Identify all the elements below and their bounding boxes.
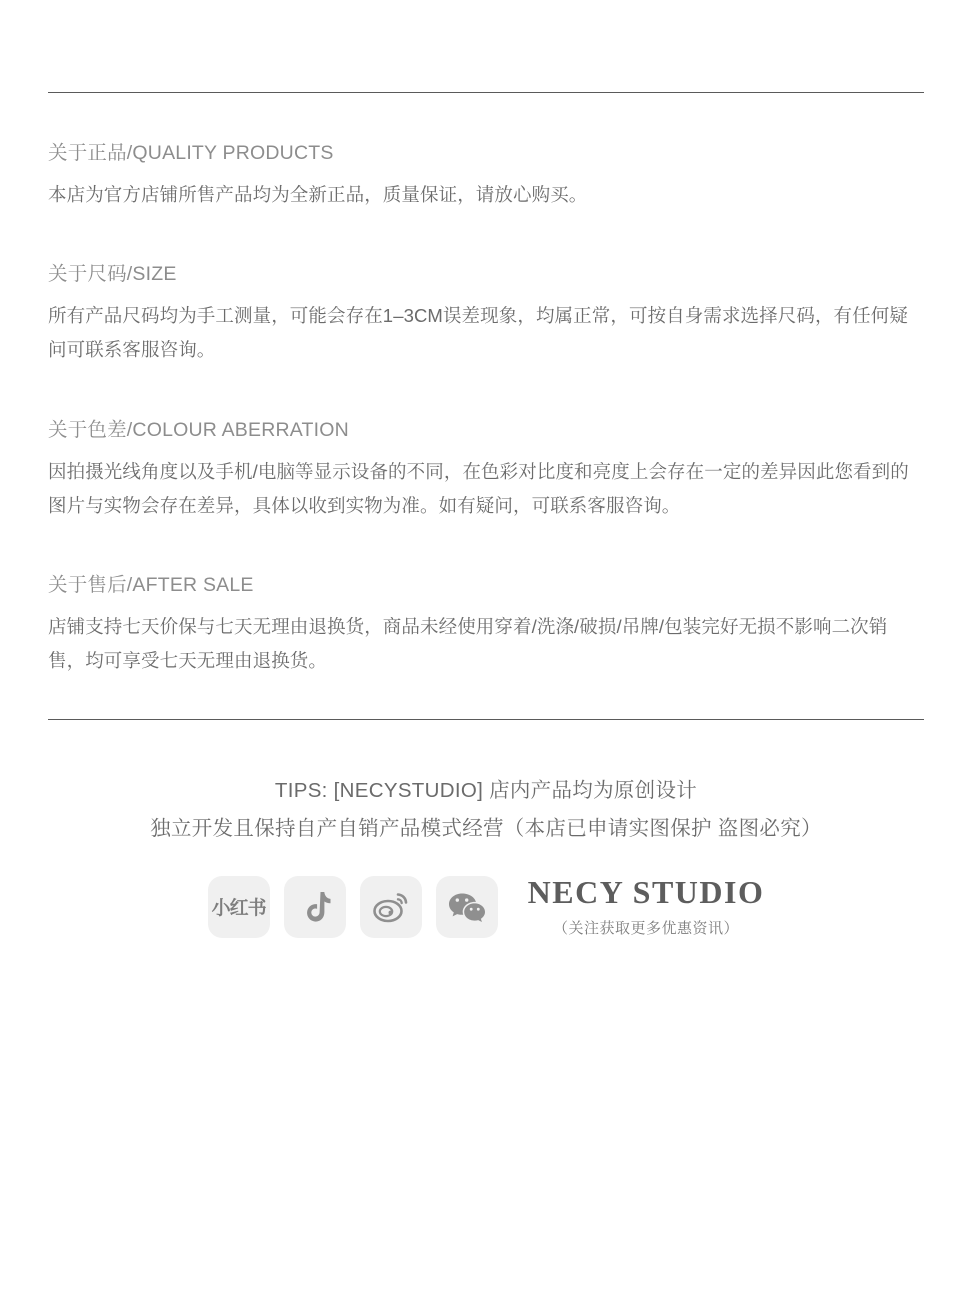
section-paragraph: 所有产品尺码均为手工测量，可能会存在1–3CM误差现象，均属正常，可按自身需求选择尺码，有任何疑问可联系客服咨询。 (48, 305, 908, 361)
info-sections (48, 93, 924, 679)
section-body (48, 455, 924, 523)
section-body (48, 178, 924, 212)
footer-social-bar (48, 875, 924, 937)
section-quality (48, 137, 924, 212)
section-colour-aberration (48, 414, 924, 523)
tips-line-2: 独立开发且保持自产自销产品模式经营（本店已申请实图保护 盗图必究） (150, 817, 822, 841)
section-after-sale (48, 569, 924, 678)
product-info-page (0, 92, 972, 1297)
wechat-icon[interactable] (436, 876, 498, 938)
brand-name: NECY STUDIO (527, 874, 765, 911)
tips-block (48, 772, 924, 850)
brand-subtitle: （关注获取更多优惠资讯） (552, 919, 739, 937)
section-body (48, 299, 924, 367)
tips-line-1: TIPS: [NECYSTUDIO] 店内产品均为原创设计 (274, 778, 698, 802)
section-paragraph: 店铺支持七天价保与七天无理由退换货，商品未经使用穿着/洗涤/破损/吊牌/包装完好无损不影响二次销售，均可享受七天无理由退换货。 (48, 616, 888, 672)
section-paragraph: 因拍摄光线角度以及手机/电脑等显示设备的不同，在色彩对比度和亮度上会存在一定的差异因此您看到的图片与实物会存在差异，具体以收到实物为准。如有疑问，可联系客服咨询。 (48, 460, 909, 516)
section-title: 关于正品/QUALITY PRODUCTS (48, 142, 334, 164)
section-title: 关于售后/AFTER SALE (48, 574, 254, 597)
section-title: 关于色差/COLOUR ABERRATION (48, 418, 349, 441)
tiktok-icon[interactable] (284, 876, 346, 938)
weibo-icon[interactable] (360, 876, 422, 938)
section-size (48, 258, 924, 367)
divider-bottom (48, 719, 924, 720)
xiaohongshu-icon[interactable]: 小红书 (208, 876, 270, 938)
brand-block (528, 875, 765, 937)
section-body (48, 610, 924, 678)
section-paragraph: 本店为官方店铺所售产品均为全新正品，质量保证，请放心购买。 (48, 184, 588, 205)
section-title: 关于尺码/SIZE (48, 263, 177, 286)
